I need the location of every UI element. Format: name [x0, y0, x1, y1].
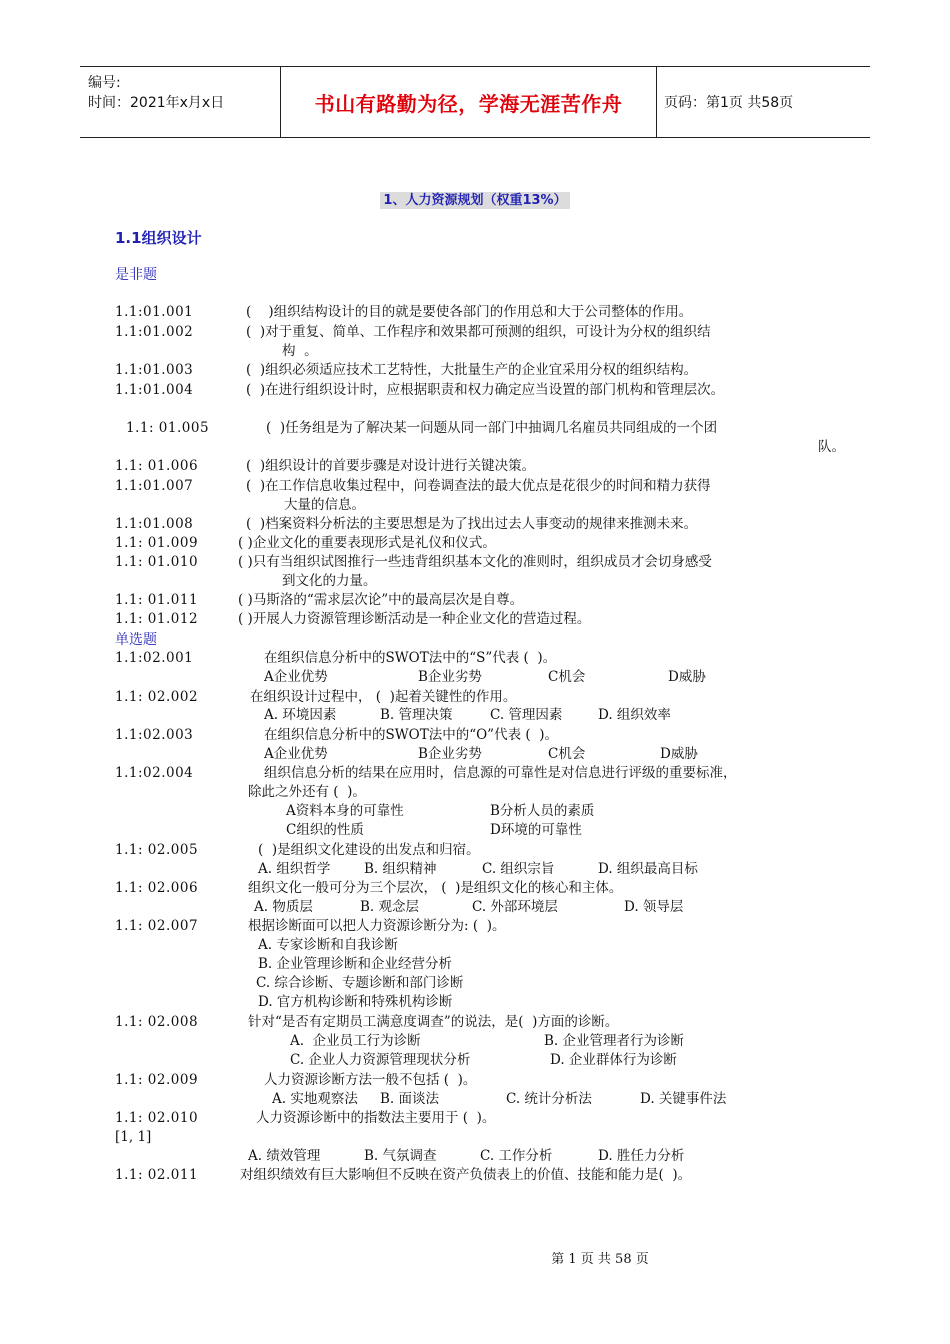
option: A. 组织哲学	[258, 861, 331, 877]
question-text-continued: 大量的信息。	[284, 497, 365, 513]
option: D. 企业群体行为诊断	[550, 1052, 677, 1068]
question-text: 对组织绩效有巨大影响但不反映在资产负债表上的价值、技能和能力是( )。	[240, 1167, 692, 1183]
question-id: 1.1:01.003	[115, 362, 194, 378]
document-title	[0, 189, 950, 208]
question-text: 针对“是否有定期员工满意度调查”的说法，是( )方面的诊断。	[248, 1014, 619, 1030]
question-text: ( )组织必须适应技术工艺特性，大批量生产的企业宜采用分权的组织结构。	[246, 362, 698, 378]
question-id: 1.1:01.004	[115, 382, 194, 398]
option: A. 物质层	[254, 899, 313, 915]
option: C机会	[548, 669, 586, 685]
question-id: 1.1: 02.009	[115, 1072, 199, 1088]
question-id: 1.1:02.003	[115, 727, 194, 743]
option: A企业优势	[264, 669, 328, 685]
question-id: 1.1: 02.011	[115, 1167, 199, 1183]
page-header	[80, 66, 870, 138]
question-text-continued: 除此之外还有 ( )。	[248, 784, 366, 800]
page-info: 页码：第1页 共58页	[664, 95, 794, 111]
question-text: 根据诊断面可以把人力资源诊断分为: ( )。	[248, 918, 506, 934]
option: B. 管理决策	[380, 707, 453, 723]
question-id: 1.1:02.004	[115, 765, 194, 781]
option: B. 企业管理诊断和企业经营分析	[258, 956, 453, 972]
option: B. 企业管理者行为诊断	[544, 1033, 685, 1049]
question-id: 1.1:01.001	[115, 304, 194, 320]
option: D. 关键事件法	[640, 1091, 727, 1107]
header-page-cell	[657, 67, 870, 137]
question-id: 1.1: 01.011	[115, 592, 199, 608]
section-title: 1.1组织设计	[115, 229, 202, 247]
option: A. 实地观察法	[272, 1091, 358, 1107]
question-text: ( )企业文化的重要表现形式是礼仪和仪式。	[238, 535, 496, 551]
option: A. 环境因素	[264, 707, 337, 723]
option: C. 外部环境层	[472, 899, 558, 915]
question-text: 组织信息分析的结果在应用时，信息源的可靠性是对信息进行评级的重要标准，	[264, 765, 737, 781]
footer-text: 第 1 页 共 58 页	[551, 1252, 649, 1267]
option: B. 组织精神	[364, 861, 437, 877]
option: D. 组织效率	[598, 707, 671, 723]
option: C. 工作分析	[480, 1148, 553, 1164]
option: C. 管理因素	[490, 707, 563, 723]
question-text: 在组织信息分析中的SWOT法中的“S”代表 ( )。	[264, 650, 557, 666]
question-text: ( )组织设计的首要步骤是对设计进行关键决策。	[246, 458, 536, 474]
option: B企业劣势	[418, 669, 482, 685]
question-text: ( )马斯洛的“需求层次论”中的最高层次是自尊。	[238, 592, 524, 608]
question-id: 1.1: 02.002	[115, 689, 199, 705]
question-id: 1.1: 02.006	[115, 880, 199, 896]
question-text: 在组织设计过程中， ( )起着关键性的作用。	[250, 689, 517, 705]
question-text: ( )对于重复、简单、工作程序和效果都可预测的组织，可设计为分权的组织结	[246, 324, 711, 340]
option: C组织的性质	[286, 822, 364, 838]
option: B企业劣势	[418, 746, 482, 762]
motto: 书山有路勤为径，学海无涯苦作舟	[314, 91, 623, 116]
header-meta	[80, 67, 281, 137]
question-id: 1.1:01.002	[115, 324, 194, 340]
option: D. 官方机构诊断和特殊机构诊断	[258, 994, 453, 1010]
question-text: 组织文化一般可分为三个层次， ( )是组织文化的核心和主体。	[248, 880, 623, 896]
option: A企业优势	[264, 746, 328, 762]
option: C. 统计分析法	[506, 1091, 592, 1107]
question-id: 1.1: 01.006	[115, 458, 199, 474]
question-text: ( )组织结构设计的目的就是要使各部门的作用总和大于公司整体的作用。	[246, 304, 693, 320]
question-text: ( )开展人力资源管理诊断活动是一种企业文化的营造过程。	[238, 611, 591, 627]
question-id: 1.1: 01.005	[126, 420, 210, 436]
question-id: 1.1: 02.010	[115, 1110, 199, 1126]
option: D环境的可靠性	[490, 822, 582, 838]
option: D. 组织最高目标	[598, 861, 698, 877]
true-false-heading: 是非题	[115, 267, 157, 283]
question-id: 1.1: 02.005	[115, 842, 199, 858]
question-text: ( )任务组是为了解决某一问题从同一部门中抽调几名雇员共同组成的一个团	[266, 420, 718, 436]
question-text-continued: 队。	[818, 439, 845, 455]
option: A. 专家诊断和自我诊断	[258, 937, 398, 953]
question-extra: [1, 1]	[115, 1129, 152, 1145]
option: B. 气氛调查	[364, 1148, 437, 1164]
option: A资料本身的可靠性	[286, 803, 404, 819]
option: D. 领导层	[624, 899, 684, 915]
question-text: 人力资源诊断中的指数法主要用于 ( )。	[256, 1110, 496, 1126]
question-text-continued: 构 。	[282, 343, 318, 359]
number-label: 编号:	[88, 75, 121, 91]
question-id: 1.1: 02.008	[115, 1014, 199, 1030]
option: C. 综合诊断、专题诊断和部门诊断	[256, 975, 464, 991]
question-text: ( )是组织文化建设的出发点和归宿。	[258, 842, 480, 858]
option: D威胁	[668, 669, 706, 685]
question-text: ( )只有当组织试图推行一些违背组织基本文化的准则时，组织成员才会切身感受	[238, 554, 712, 570]
option: A. 企业员工行为诊断	[290, 1033, 421, 1049]
question-text: ( )在工作信息收集过程中，问卷调查法的最大优点是花很少的时间和精力获得	[246, 478, 711, 494]
option: D威胁	[660, 746, 698, 762]
document-title-text: 1、人力资源规划（权重13%）	[380, 192, 569, 209]
option: B分析人员的素质	[490, 803, 595, 819]
option: A. 绩效管理	[248, 1148, 321, 1164]
question-text: 人力资源诊断方法一般不包括 ( )。	[264, 1072, 477, 1088]
single-choice-heading: 单选题	[115, 632, 157, 648]
option: B. 面谈法	[380, 1091, 440, 1107]
question-id: 1.1: 01.010	[115, 554, 199, 570]
question-text: ( )在进行组织设计时，应根据职责和权力确定应当设置的部门机构和管理层次。	[246, 382, 725, 398]
question-id: 1.1:02.001	[115, 650, 194, 666]
question-id: 1.1: 01.009	[115, 535, 199, 551]
question-text: ( )档案资料分析法的主要思想是为了找出过去人事变动的规律来推测未来。	[246, 516, 698, 532]
option: C. 企业人力资源管理现状分析	[290, 1052, 471, 1068]
option: B. 观念层	[360, 899, 420, 915]
option: C机会	[548, 746, 586, 762]
question-id: 1.1: 02.007	[115, 918, 199, 934]
question-id: 1.1:01.008	[115, 516, 194, 532]
question-id: 1.1:01.007	[115, 478, 194, 494]
question-text-continued: 到文化的力量。	[282, 573, 377, 589]
question-id: 1.1: 01.012	[115, 611, 199, 627]
header-motto-cell	[281, 67, 657, 137]
option: D. 胜任力分析	[598, 1148, 685, 1164]
option: C. 组织宗旨	[482, 861, 555, 877]
time-label: 时间：2021年x月x日	[88, 95, 225, 111]
page-footer	[0, 1248, 950, 1267]
question-text: 在组织信息分析中的SWOT法中的“O”代表 ( )。	[264, 727, 558, 743]
